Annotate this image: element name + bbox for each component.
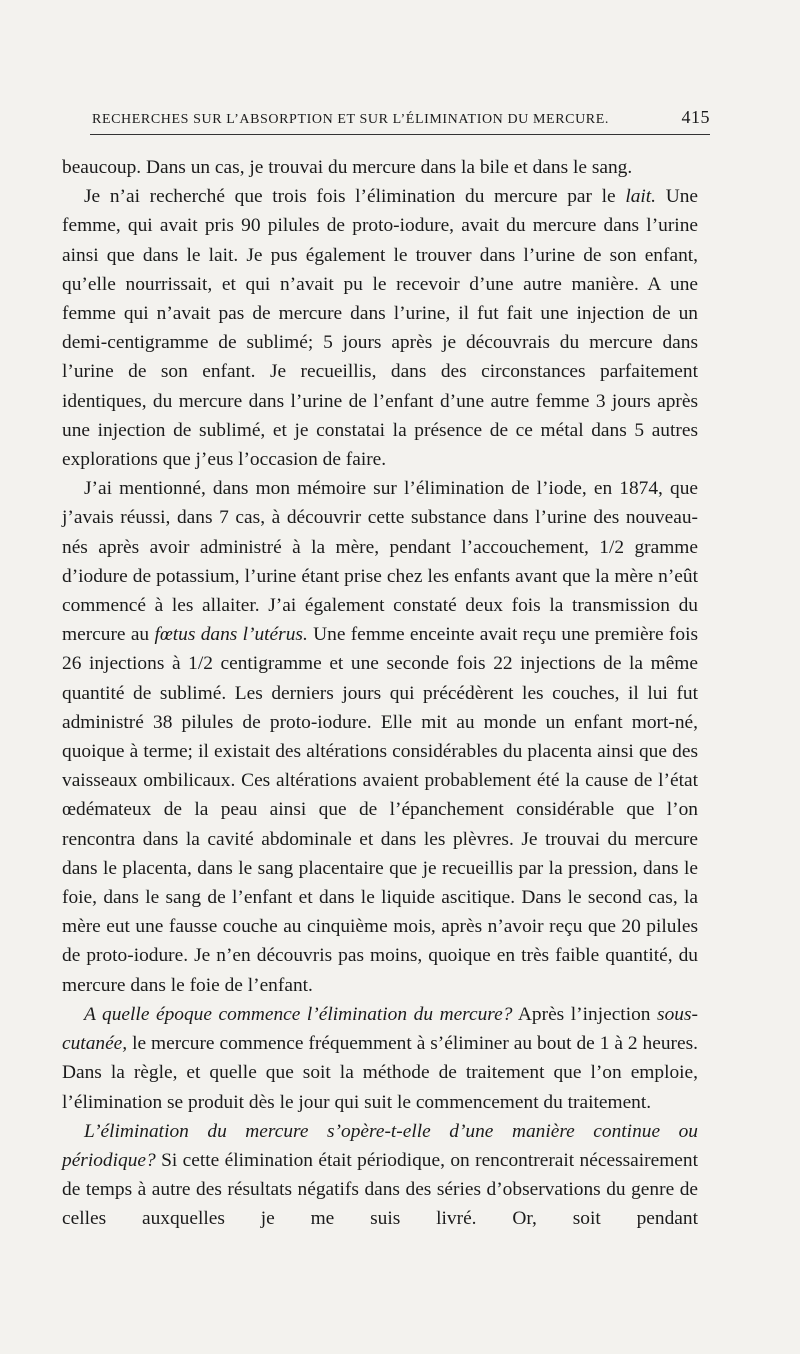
- text-run: beaucoup. Dans un cas, je trouvai du mercure dans la bile et dans le sang.: [62, 157, 633, 178]
- italic-text: lait.: [625, 186, 657, 208]
- paragraph: [62, 474, 698, 1000]
- page-number: 415: [681, 107, 710, 127]
- italic-text: A quelle époque commence l’élimination du mercure?: [84, 1003, 513, 1025]
- text-run: Si cette élimination était périodique, on rencontrerait nécessairement de temps à autre des résultats négatifs dans des séries d’observations du genre de celles auxquelles je me suis livré. Or, soit pendant: [62, 1149, 698, 1230]
- italic-text: L’élimination du mercure s’opère-t-elle d’une manière continue ou périodique?: [62, 1120, 698, 1171]
- text-run: Une femme, qui avait pris 90 pilules de proto-iodure, avait du mercure dans l’urine ainsi que dans le lait. Je pus également le trouver dans l’urine de son enfant, qu’elle nourrissait, et qui n’avait pu le recevoir d’une autre manière. A une femme qui n’avait pas de mercure dans l’urine, il fut fait une injection de un demi-centigramme de sublimé; 5 jours après je découvrais du mercure dans l’urine de son enfant. Je recueillis, dans des circonstances parfaitement identiques, du mercure dans l’urine de l’enfant d’une autre femme 3 jours après une injection de sublimé, et je constatai la présence de ce métal dans 5 autres explorations que j’eus l’occasion de faire.: [62, 186, 698, 471]
- text-run: Je n’ai recherché que trois fois l’élimination du mercure par le: [84, 186, 626, 208]
- paragraph: [62, 1000, 698, 1117]
- italic-text: fœtus dans l’utérus.: [154, 624, 308, 646]
- body-text: [62, 153, 698, 1234]
- text-run: Une femme enceinte avait reçu une première fois 26 injections à 1/2 centigramme et une seconde fois 22 injections de la même quantité de sublimé. Les derniers jours qui précédèrent les couches, il lui fut administré 38 pilules de proto-iodure. Elle mit au monde un enfant mort-né, quoique à terme; il existait des altérations considérables du placenta ainsi que des vaisseaux ombilicaux. Ces altérations avaient probablement été la cause de l’état œdémateux de la peau ainsi que de l’épanchement considérable que l’on rencontra dans la cavité abdominale et dans les plèvres. Je trouvai du mercure dans le placenta, dans le sang placentaire que je recueillis par la pression, dans le foie, dans le sang de l’enfant et dans le liquide ascitique. Dans le second cas, la mère eut une fausse couche au cinquième mois, après n’avoir reçu que 20 pilules de proto-iodure. Je n’en découvris pas moins, quoique en très faible quantité, du mercure dans le foie de l’enfant.: [62, 624, 699, 996]
- paragraph: [62, 153, 698, 182]
- text-run: Après l’injection: [512, 1003, 658, 1025]
- text-run: le mercure commence fréquemment à s’éliminer au bout de 1 à 2 heures. Dans la règle, et quelle que soit la méthode de traitement que l’on emploie, l’élimination se produit dès le jour qui suit le commencement du traitement.: [62, 1033, 698, 1113]
- running-head: [92, 107, 710, 128]
- text-run: J’ai mentionné, dans mon mémoire sur l’élimination de l’iode, en 1874, que j’avais réussi, dans 7 cas, à découvrir cette substance dans l’urine des nouveau-nés après avoir administré à la mère, pendant l’accouchement, 1/2 gramme d’iodure de potassium, l’urine étant prise chez les enfants avant que la mère n’eût commencé à les allaiter. J’ai également constaté deux fois la transmission du mercure au: [62, 478, 698, 646]
- paragraph: [62, 182, 698, 474]
- paragraph: [62, 1117, 698, 1234]
- italic-text: sous-cutanée,: [62, 1003, 698, 1055]
- header-rule: [90, 134, 710, 135]
- running-head-title: RECHERCHES SUR L’ABSORPTION ET SUR L’ÉLIMINATION DU MERCURE.: [92, 112, 609, 127]
